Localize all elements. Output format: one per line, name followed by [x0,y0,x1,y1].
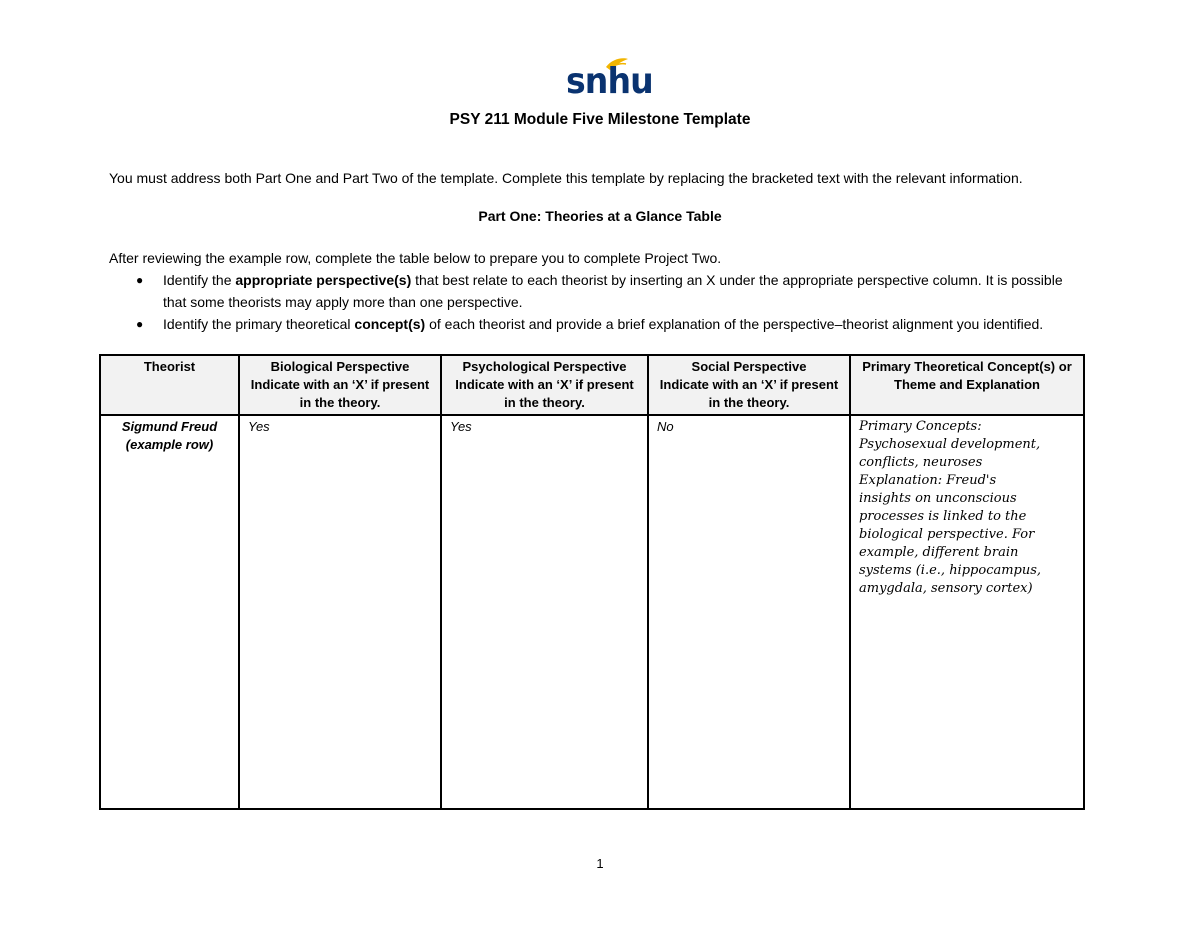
snhu-logo [566,57,653,102]
explanation-line: processes is linked to the [859,509,1027,524]
header-social [648,355,850,415]
theories-table [99,354,1085,810]
explanation-line: insights on unconscious [859,491,1017,506]
cell-explanation[interactable] [850,415,1084,809]
list-item [109,269,1089,313]
header-biological-sub: Indicate with an ‘X’ if present in the theory. [250,377,430,410]
bullet-icon: ● [136,317,144,331]
table-header-row [100,355,1084,415]
header-concepts: Primary Theoretical Concept(s) or Theme and Explanation [850,355,1084,415]
explanation-line: example, different brain [859,545,1019,560]
explanation-line: Explanation: Freud's [859,473,997,488]
bullet-text-bold: concept(s) [354,316,426,332]
page-title: PSY 211 Module Five Milestone Template [449,111,751,128]
cell-psychological[interactable]: Yes [441,415,648,809]
bullet-text-pre: Identify the [163,272,236,288]
instruction-list [109,269,1089,335]
explanation-line: amygdala, sensory cortex) [859,581,1033,596]
explanation-line: conflicts, neuroses [859,455,983,470]
header-theorist: Theorist [100,355,239,415]
header-social-title: Social Perspective [691,359,807,374]
header-psychological [441,355,648,415]
after-reviewing-text: After reviewing the example row, complete the table below to prepare you to complete Project Two. [109,250,722,266]
cell-biological[interactable]: Yes [239,415,441,809]
bullet-text-bold: appropriate perspective(s) [235,272,412,288]
cell-theorist[interactable]: Sigmund Freud (example row) [100,415,239,809]
header-biological-title: Biological Perspective [270,359,410,374]
table-row [100,415,1084,809]
header-biological [239,355,441,415]
explanation-line: systems (i.e., hippocampus, [859,563,1042,578]
cell-social[interactable]: No [648,415,850,809]
bullet-text-post: of each theorist and provide a brief explanation of the perspective–theorist alignment you identified. [425,316,1044,332]
explanation-line: Primary Concepts: [859,419,982,434]
intro-paragraph: You must address both Part One and Part Two of the template. Complete this template by replacing the bracketed text with the relevant information. [109,170,1023,186]
explanation-line: Psychosexual development, [859,437,1041,452]
header-psychological-sub: Indicate with an ‘X’ if present in the theory. [455,377,634,410]
bullet-text-post: that best relate to each theorist by inserting an X under the appropriate perspective column. It is possible that some theorists may apply more than one perspective. [163,272,1063,310]
list-item [109,313,1089,335]
page-number: 1 [596,856,604,871]
logo-text: snhu [566,61,653,102]
bullet-icon: ● [136,273,144,287]
explanation-line: biological perspective. For [859,527,1035,542]
header-social-sub: Indicate with an ‘X’ if present in the theory. [659,377,839,410]
header-psychological-title: Psychological Perspective [462,359,627,374]
part-one-heading: Part One: Theories at a Glance Table [478,208,722,224]
bullet-text-pre: Identify the primary theoretical [163,316,355,332]
